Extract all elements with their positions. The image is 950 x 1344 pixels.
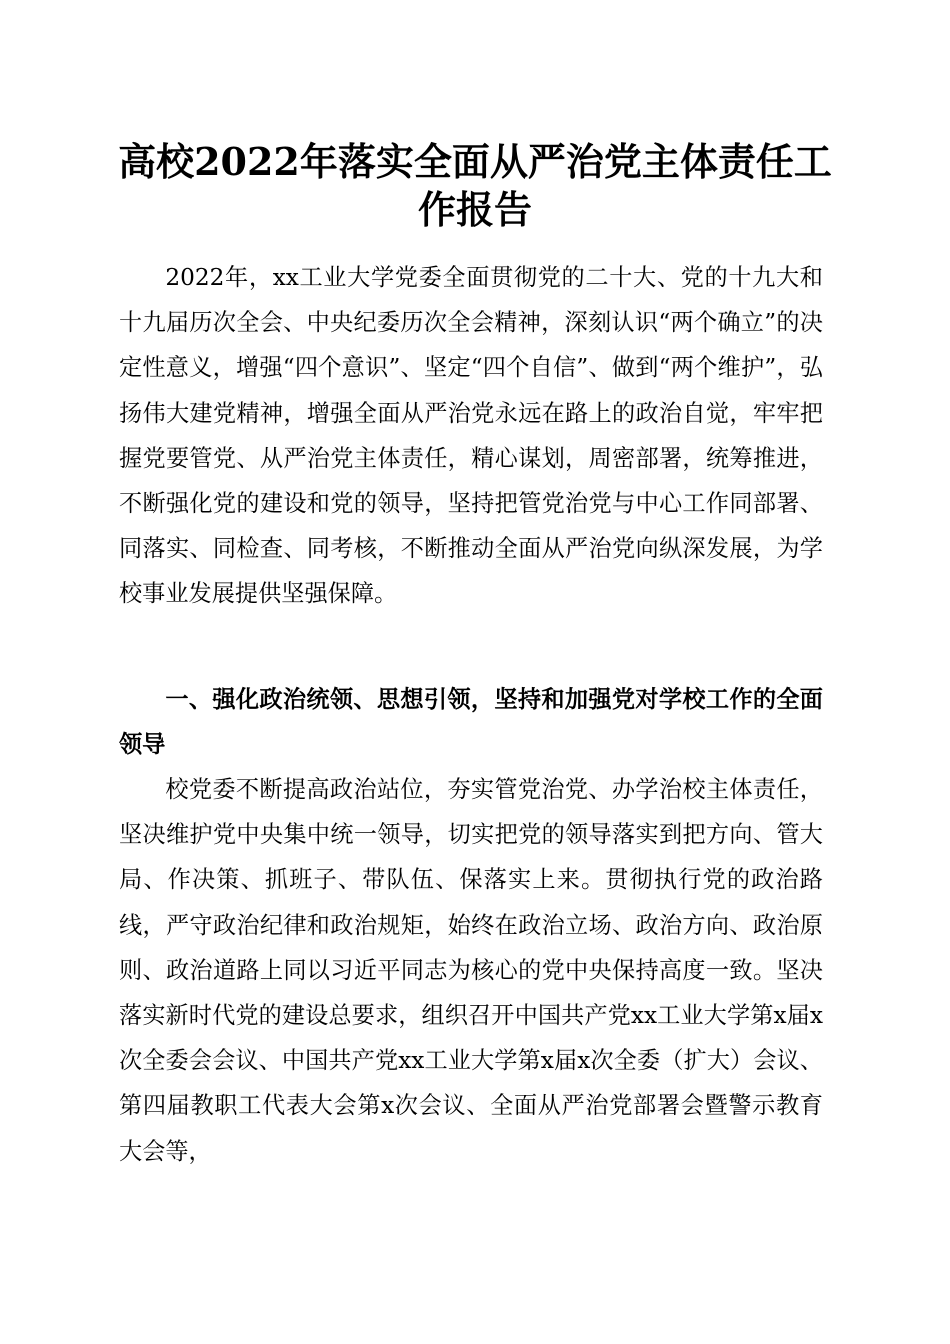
document-title: 高校2022年落实全面从严治党主体责任工作报告 <box>118 139 832 232</box>
section-heading: 一、强化政治统领、思想引领，坚持和加强党对学校工作的全面领导 <box>119 686 823 759</box>
intro-paragraph: 2022年，xx工业大学党委全面贯彻党的二十大、党的十九大和十九届历次全会、中央纪委历次全会精神，深刻认识“两个确立”的决定性意义，增强“四个意识”、坚定“四个自信”、做到“两个维护”，弘扬伟大建党精神，增强全面从严治党永远在路上的政治自觉，牢牢把握党要管党、从严治党主体责任，精心谋划，周密部署，统筹推进，不断强化党的建设和党的领导，坚持把管党治党与中心工作同部署、同落实、同检查、同考核，不断推动全面从严治党向纵深发展，为学校事业发展提供坚强保障。 <box>119 264 823 608</box>
section-paragraph: 校党委不断提高政治站位，夯实管党治党、办学治校主体责任，坚决维护党中央集中统一领导，切实把党的领导落实到把方向、管大局、作决策、抓班子、带队伍、保落实上来。贯彻执行党的政治路线，严守政治纪律和政治规矩，始终在政治立场、政治方向、政治原则、政治道路上同以习近平同志为核心的党中央保持高度一致。坚决落实新时代党的建设总要求，组织召开中国共产党xx工业大学第x届x次全委会会议、中国共产党xx工业大学第x届x次全委（扩大）会议、第四届教职工代表大会第x次会议、全面从严治党部署会暨警示教育大会等， <box>119 776 823 1165</box>
